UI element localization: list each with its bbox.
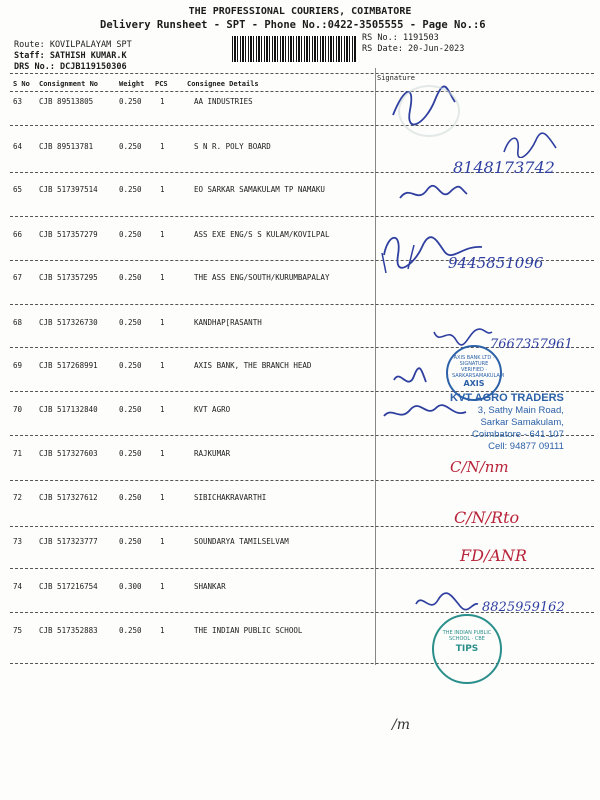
row-divider (10, 216, 594, 217)
row-pcs: 1 (160, 273, 165, 282)
row-pcs: 1 (160, 405, 165, 414)
row-pcs: 1 (160, 582, 165, 591)
row-sno: 68 (13, 318, 23, 327)
handwritten-phone-67: 9445851096 (448, 254, 544, 272)
row-sno: 67 (13, 273, 23, 282)
row-sno: 65 (13, 185, 23, 194)
row-consignment-no: CJB 517326730 (39, 318, 98, 327)
row-sno: 64 (13, 142, 23, 151)
column-header-consignee: Consignee Details (187, 80, 259, 88)
row-weight: 0.250 (119, 273, 142, 282)
column-header-sno: S No (13, 80, 30, 88)
signature-scribble-65 (395, 180, 470, 208)
route-label: Route: KOVILPALAYAM SPT (14, 40, 132, 50)
table-row (0, 449, 600, 494)
row-sno: 66 (13, 230, 23, 239)
staff-label: Staff: SATHISH KUMAR.K (14, 51, 127, 61)
row-consignment-no: CJB 517216754 (39, 582, 98, 591)
axis-bank-stamp-text: AXIS BANK LTD · SIGNATURE VERIFIED · SARKARSAMAKULAM (452, 355, 505, 379)
row-weight: 0.250 (119, 97, 142, 106)
rs-date: RS Date: 20-Jun-2023 (362, 44, 465, 54)
row-weight: 0.250 (119, 537, 142, 546)
column-header-weight: Weight (119, 80, 145, 88)
row-consignment-no: CJB 89513781 (39, 142, 94, 151)
handwritten-phone-68: 7667357961 (490, 337, 573, 352)
axis-bank-stamp-short: AXIS (463, 379, 485, 388)
row-sno: 72 (13, 493, 23, 502)
table-bottom-rule (10, 663, 594, 664)
row-sno: 71 (13, 449, 23, 458)
handwritten-cn-71: C/N/nm (450, 458, 509, 476)
agro-traders-name: KVT AGRO TRADERS (450, 392, 564, 404)
row-consignment-no: CJB 517323777 (39, 537, 98, 546)
row-pcs: 1 (160, 142, 165, 151)
agro-traders-address: 3, Sathy Main Road, (477, 405, 564, 416)
handwritten-cn-72: C/N/Rto (454, 508, 520, 527)
row-weight: 0.250 (119, 142, 142, 151)
row-sno: 69 (13, 361, 23, 370)
row-divider (10, 125, 594, 126)
row-sno: 63 (13, 97, 23, 106)
row-pcs: 1 (160, 318, 165, 327)
agro-traders-pin: Coimbatore - 641 107 (471, 429, 564, 440)
row-pcs: 1 (160, 493, 165, 502)
row-consignee: THE INDIAN PUBLIC SCHOOL (194, 626, 303, 635)
agro-traders-cell: Cell: 94877 09111 (488, 441, 564, 452)
row-consignee: AXIS BANK, THE BRANCH HEAD (194, 361, 312, 370)
row-weight: 0.250 (119, 185, 142, 194)
row-weight: 0.250 (119, 405, 142, 414)
faint-stamp-63 (398, 85, 460, 137)
row-consignee: KVT AGRO (194, 405, 231, 414)
runsheet-title: Delivery Runsheet - SPT - Phone No.:0422-3505555 - Page No.:6 (100, 19, 486, 31)
signature-scribble-74 (412, 590, 482, 616)
row-weight: 0.250 (119, 230, 142, 239)
row-consignee: AA INDUSTRIES (194, 97, 253, 106)
row-consignee: SOUNDARYA TAMILSELVAM (194, 537, 289, 546)
row-consignee: SHANKAR (194, 582, 226, 591)
rs-number: RS No.: 1191503 (362, 33, 439, 43)
table-top-rule (10, 73, 594, 74)
row-consignee: ASS EXE ENG/S S KULAM/KOVILPAL (194, 230, 330, 239)
row-pcs: 1 (160, 361, 165, 370)
signature-scribble-69 (390, 366, 430, 394)
drs-label: DRS No.: DCJB119150306 (14, 62, 127, 72)
school-stamp-text: THE INDIAN PUBLIC SCHOOL · CBE (442, 630, 492, 642)
row-sno: 70 (13, 405, 23, 414)
agro-traders-city: Sarkar Samakulam, (480, 417, 564, 428)
handwritten-bottom-mark: /m (392, 717, 410, 733)
row-consignment-no: CJB 517357295 (39, 273, 98, 282)
table-row (0, 185, 600, 230)
row-weight: 0.250 (119, 626, 142, 635)
school-stamp-short: TIPS (455, 644, 479, 654)
handwritten-fd-73: FD/ANR (460, 546, 527, 565)
row-consignment-no: CJB 517132840 (39, 405, 98, 414)
row-pcs: 1 (160, 537, 165, 546)
row-consignment-no: CJB 517268991 (39, 361, 98, 370)
row-sno: 75 (13, 626, 23, 635)
row-consignment-no: CJB 517327612 (39, 493, 98, 502)
table-row (0, 626, 600, 671)
row-weight: 0.250 (119, 318, 142, 327)
row-pcs: 1 (160, 626, 165, 635)
table-header-rule (10, 91, 594, 92)
row-consignee: S N R. POLY BOARD (194, 142, 271, 151)
company-title: THE PROFESSIONAL COURIERS, COIMBATORE (188, 6, 412, 17)
row-consignee: EO SARKAR SAMAKULAM TP NAMAKU (194, 185, 325, 194)
row-divider (10, 304, 594, 305)
row-sno: 73 (13, 537, 23, 546)
agro-traders-stamp (450, 392, 564, 453)
column-header-consignment: Consignment No (39, 80, 99, 88)
column-header-pcs: PCS (155, 80, 168, 88)
table-row (0, 273, 600, 318)
row-weight: 0.300 (119, 582, 142, 591)
school-stamp (432, 614, 502, 684)
row-divider (10, 480, 594, 481)
row-weight: 0.250 (119, 493, 142, 502)
row-weight: 0.250 (119, 449, 142, 458)
row-divider (10, 568, 594, 569)
handwritten-phone-64: 8148173742 (453, 158, 555, 177)
row-consignee: RAJKUMAR (194, 449, 231, 458)
signature-scribble-64 (500, 132, 560, 158)
row-consignment-no: CJB 517357279 (39, 230, 98, 239)
row-weight: 0.250 (119, 361, 142, 370)
row-consignment-no: CJB 517352883 (39, 626, 98, 635)
column-header-signature: Signature (377, 74, 415, 82)
barcode (232, 36, 356, 62)
row-sno: 74 (13, 582, 23, 591)
row-consignee: THE ASS ENG/SOUTH/KURUMBAPALAY (194, 273, 330, 282)
row-pcs: 1 (160, 97, 165, 106)
row-consignment-no: CJB 89513805 (39, 97, 94, 106)
row-pcs: 1 (160, 185, 165, 194)
row-consignee: SIBICHAKRAVARTHI (194, 493, 267, 502)
signature-scribble-68 (428, 322, 498, 348)
row-consignee: KANDHAP[RASANTH (194, 318, 262, 327)
row-pcs: 1 (160, 449, 165, 458)
row-consignment-no: CJB 517327603 (39, 449, 98, 458)
row-consignment-no: CJB 517397514 (39, 185, 98, 194)
row-pcs: 1 (160, 230, 165, 239)
handwritten-phone-74: 8825959162 (482, 600, 565, 615)
